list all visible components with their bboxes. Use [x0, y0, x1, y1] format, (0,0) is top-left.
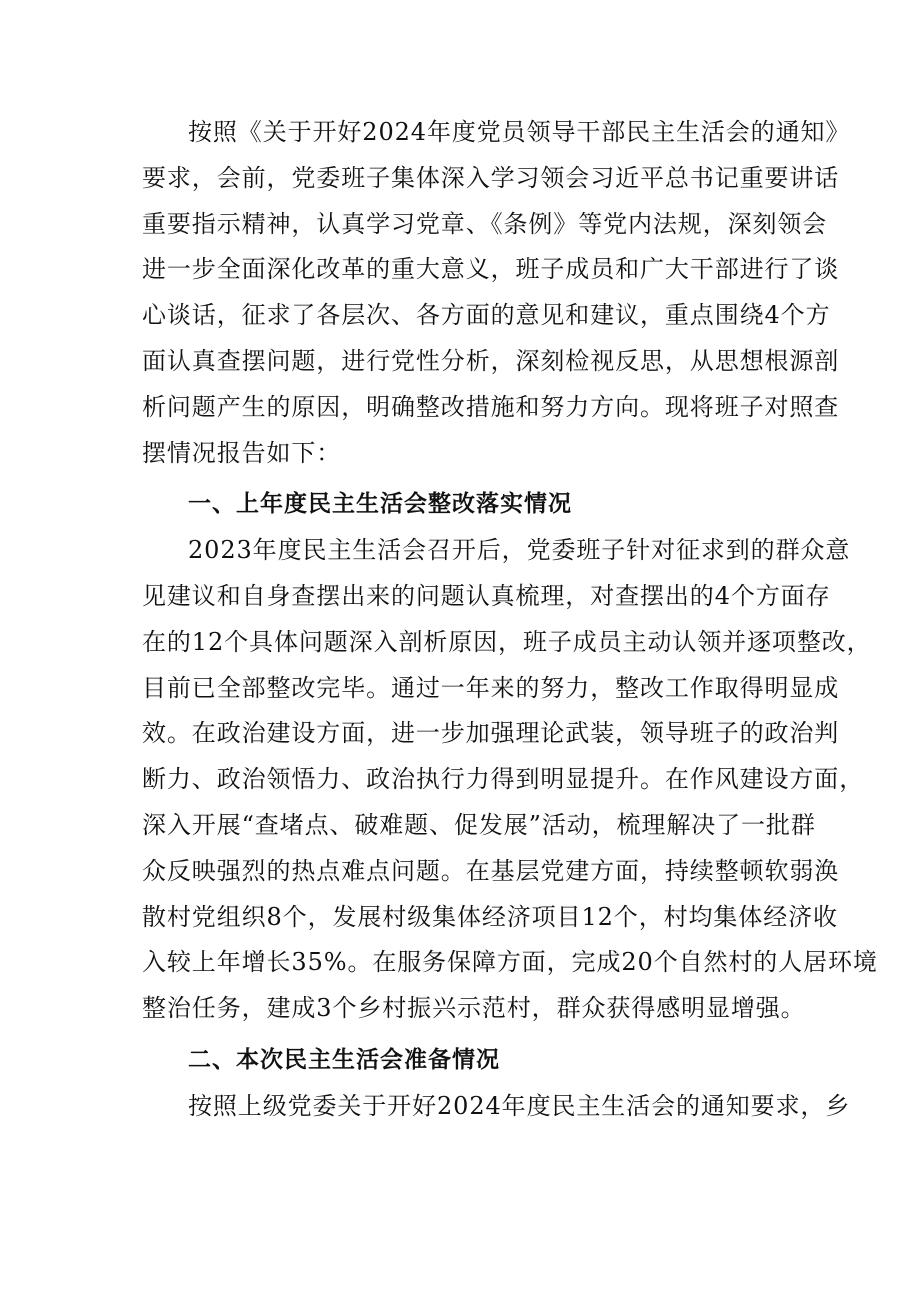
section1-paragraph: [142, 528, 878, 1032]
text-line: 散村党组织8个，发展村级集体经济项目12个，村均集体经济收: [142, 902, 838, 931]
text-line: 整治任务，建成3个乡村振兴示范村，群众获得感明显增强。: [142, 994, 806, 1023]
text-line: 重要指示精神，认真学习党章、《条例》等党内法规，深刻领会: [142, 209, 828, 238]
text-line: 断力、政治领悟力、政治执行力得到明显提升。在作风建设方面，: [142, 765, 865, 794]
text-line: 按照《关于开好2024年度党员领导干部民主生活会的通知》: [188, 118, 851, 146]
text-line: 效。在政治建设方面，进一步加强理论武装，领导班子的政治判: [142, 719, 840, 748]
text-line: 要求，会前，党委班子集体深入学习领会习近平总书记重要讲话: [142, 163, 840, 192]
section2-paragraph: [142, 1084, 851, 1130]
text-line: 在的12个具体问题深入剖析原因，班子成员主动认领并逐项整改，: [142, 627, 872, 656]
text-line: 2023年度民主生活会召开后，党委班子针对征求到的群众意: [188, 536, 851, 565]
section-heading-2: 二、本次民主生活会准备情况: [188, 1046, 500, 1073]
section-heading-1: 一、上年度民主生活会整改落实情况: [188, 491, 572, 518]
text-line: 目前已全部整改完毕。通过一年来的努力，整改工作取得明显成: [142, 673, 840, 702]
text-line: 心谈话，征求了各层次、各方面的意见和建议，重点围绕4个方: [142, 301, 831, 330]
text-line: 深入开展“查堵点、破难题、促发展”活动，梳理解决了一批群: [142, 810, 816, 839]
text-line: 面认真查摆问题，进行党性分析，深刻检视反思，从思想根源剖: [142, 346, 840, 375]
document-body: [142, 110, 878, 1130]
text-line: 进一步全面深化改革的重大意义，班子成员和广大干部进行了谈: [142, 255, 840, 284]
text-line: 众反映强烈的热点难点问题。在基层党建方面，持续整顿软弱涣: [142, 856, 840, 885]
text-line: 摆情况报告如下：: [142, 438, 342, 467]
text-line: 按照上级党委关于开好2024年度民主生活会的通知要求，乡: [188, 1091, 851, 1120]
text-line: 入较上年增长35%。在服务保障方面，完成20个自然村的人居环境: [142, 948, 878, 977]
intro-paragraph: [142, 110, 851, 476]
text-line: 析问题产生的原因，明确整改措施和努力方向。现将班子对照查: [142, 392, 840, 421]
text-line: 见建议和自身查摆出来的问题认真梳理，对查摆出的4个方面存: [142, 581, 831, 610]
